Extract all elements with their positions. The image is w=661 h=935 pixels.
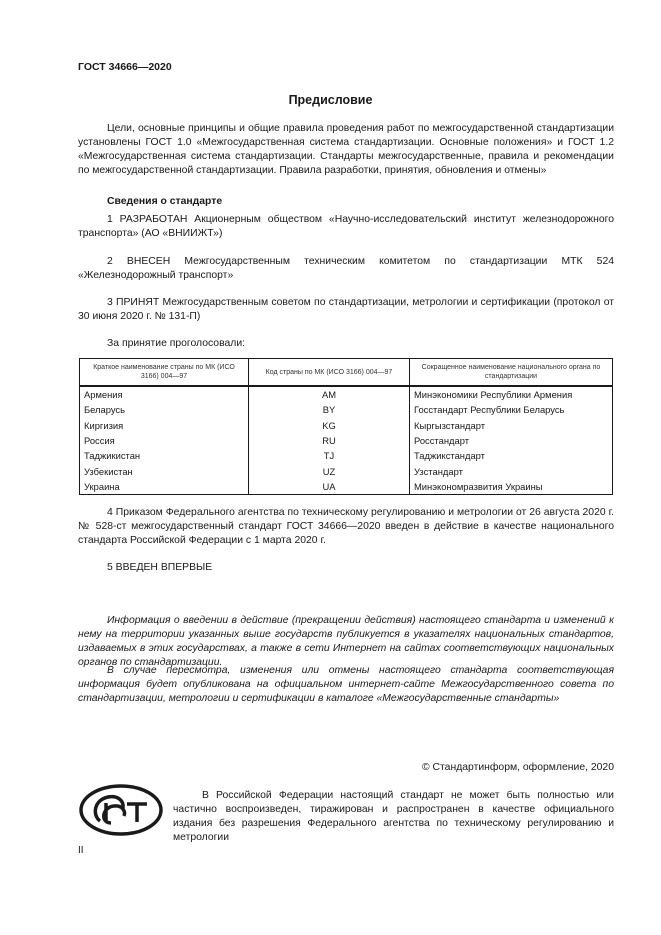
table-row — [80, 386, 613, 402]
table-cell-code: TJ — [249, 448, 410, 463]
section-subheading: Сведения о стандарте — [107, 196, 223, 207]
voting-countries-table — [79, 358, 613, 495]
table-cell-body: Таджикстандарт — [410, 448, 613, 463]
table-cell-code: UZ — [249, 463, 410, 478]
item-1-paragraph: 1 РАЗРАБОТАН Акционерным обществом «Научно-исследовательский институт железнодорожного транспорта» (АО «ВНИИЖТ») — [78, 214, 614, 239]
item-4-paragraph: 4 Приказом Федерального агентства по техническому регулированию и метрологии от 26 августа 2020 г. № 528-ст межгосударственный стандарт ГОСТ 34666—2020 введен в действие в качестве национального стандарта Российской Федерации с 1 марта 2020 г. — [78, 507, 614, 546]
item-5-paragraph: 5 ВВЕДЕН ВПЕРВЫЕ — [107, 562, 213, 573]
info-paragraph-1: Информация о введении в действие (прекращении действия) настоящего стандарта и изменений к нему на территории указанных выше государств публикуется в указателях национальных стандартов, издаваемых в этих государствах, а также в сети Интернет на сайтах соответствующих национальных органов по стандартизации. — [78, 615, 614, 668]
table-cell-body: Кыргызстандарт — [410, 418, 613, 433]
document-code: ГОСТ 34666—2020 — [78, 61, 172, 73]
table-header-body: Сокращенное наименование национального органа по стандартизации — [410, 359, 613, 387]
table-cell-code: RU — [249, 433, 410, 448]
copyright-notice: В Российской Федерации настоящий стандарт не может быть полностью или частично воспроизведен, тиражирован и распространен в качестве официального издания без разрешения Федерального агентства по техническому регулированию и метрологии — [173, 790, 614, 843]
table-row — [80, 433, 613, 448]
table-cell-country: Украина — [80, 479, 249, 495]
table-header-row — [80, 359, 613, 387]
table-cell-body: Минэкономики Республики Армения — [410, 386, 613, 402]
vote-label: За принятие проголосовали: — [107, 338, 246, 349]
table-cell-country: Узбекистан — [80, 463, 249, 478]
info-paragraph-2: В случае пересмотра, изменения или отмены настоящего стандарта соответствующая информация будет опубликована на официальном интернет-сайте Межгосударственного совета по стандартизации, метрологии и сертификации в каталоге «Межгосударственные стандарты» — [78, 665, 614, 704]
item-2-paragraph: 2 ВНЕСЕН Межгосударственным техническим комитетом по стандартизации МТК 524 «Железнодорожный транспорт» — [78, 256, 614, 281]
table-cell-code: BY — [249, 402, 410, 417]
table-header-code: Код страны по МК (ИСО 3166) 004—97 — [249, 359, 410, 387]
rst-certification-mark-icon — [78, 783, 164, 842]
table-cell-country: Беларусь — [80, 402, 249, 417]
table-row — [80, 479, 613, 495]
table-row — [80, 418, 613, 433]
table-cell-body: Госстандарт Республики Беларусь — [410, 402, 613, 417]
table-cell-code: UA — [249, 479, 410, 495]
table-cell-country: Россия — [80, 433, 249, 448]
table-row — [80, 448, 613, 463]
table-cell-body: Узстандарт — [410, 463, 613, 478]
table-row — [80, 402, 613, 417]
table-cell-country: Таджикистан — [80, 448, 249, 463]
table-cell-country: Киргизия — [80, 418, 249, 433]
table-cell-country: Армения — [80, 386, 249, 402]
table-cell-code: KG — [249, 418, 410, 433]
table-row — [80, 463, 613, 478]
intro-paragraph: Цели, основные принципы и общие правила проведения работ по межгосударственной стандартизации установлены ГОСТ 1.0 «Межгосударственная система стандартизации. Основные положения» и ГОСТ 1.2 «Межгосударственная система стандартизации. Стандарты межгосударственные, правила и рекомендации по межгосударственной стандартизации. Правила разработки, принятия, обновления и отмены» — [78, 123, 614, 176]
copyright-line: © Стандартинформ, оформление, 2020 — [421, 762, 614, 773]
table-cell-body: Росстандарт — [410, 433, 613, 448]
table-cell-code: AM — [249, 386, 410, 402]
page-number: II — [78, 845, 84, 856]
table-cell-body: Минэкономразвития Украины — [410, 479, 613, 495]
table-header-country: Краткое наименование страны по МК (ИСО 3166) 004—97 — [80, 359, 249, 387]
page-title: Предисловие — [288, 93, 373, 107]
item-3-paragraph: 3 ПРИНЯТ Межгосударственным советом по стандартизации, метрологии и сертификации (протокол от 30 июня 2020 г. № 131-П) — [78, 297, 614, 322]
